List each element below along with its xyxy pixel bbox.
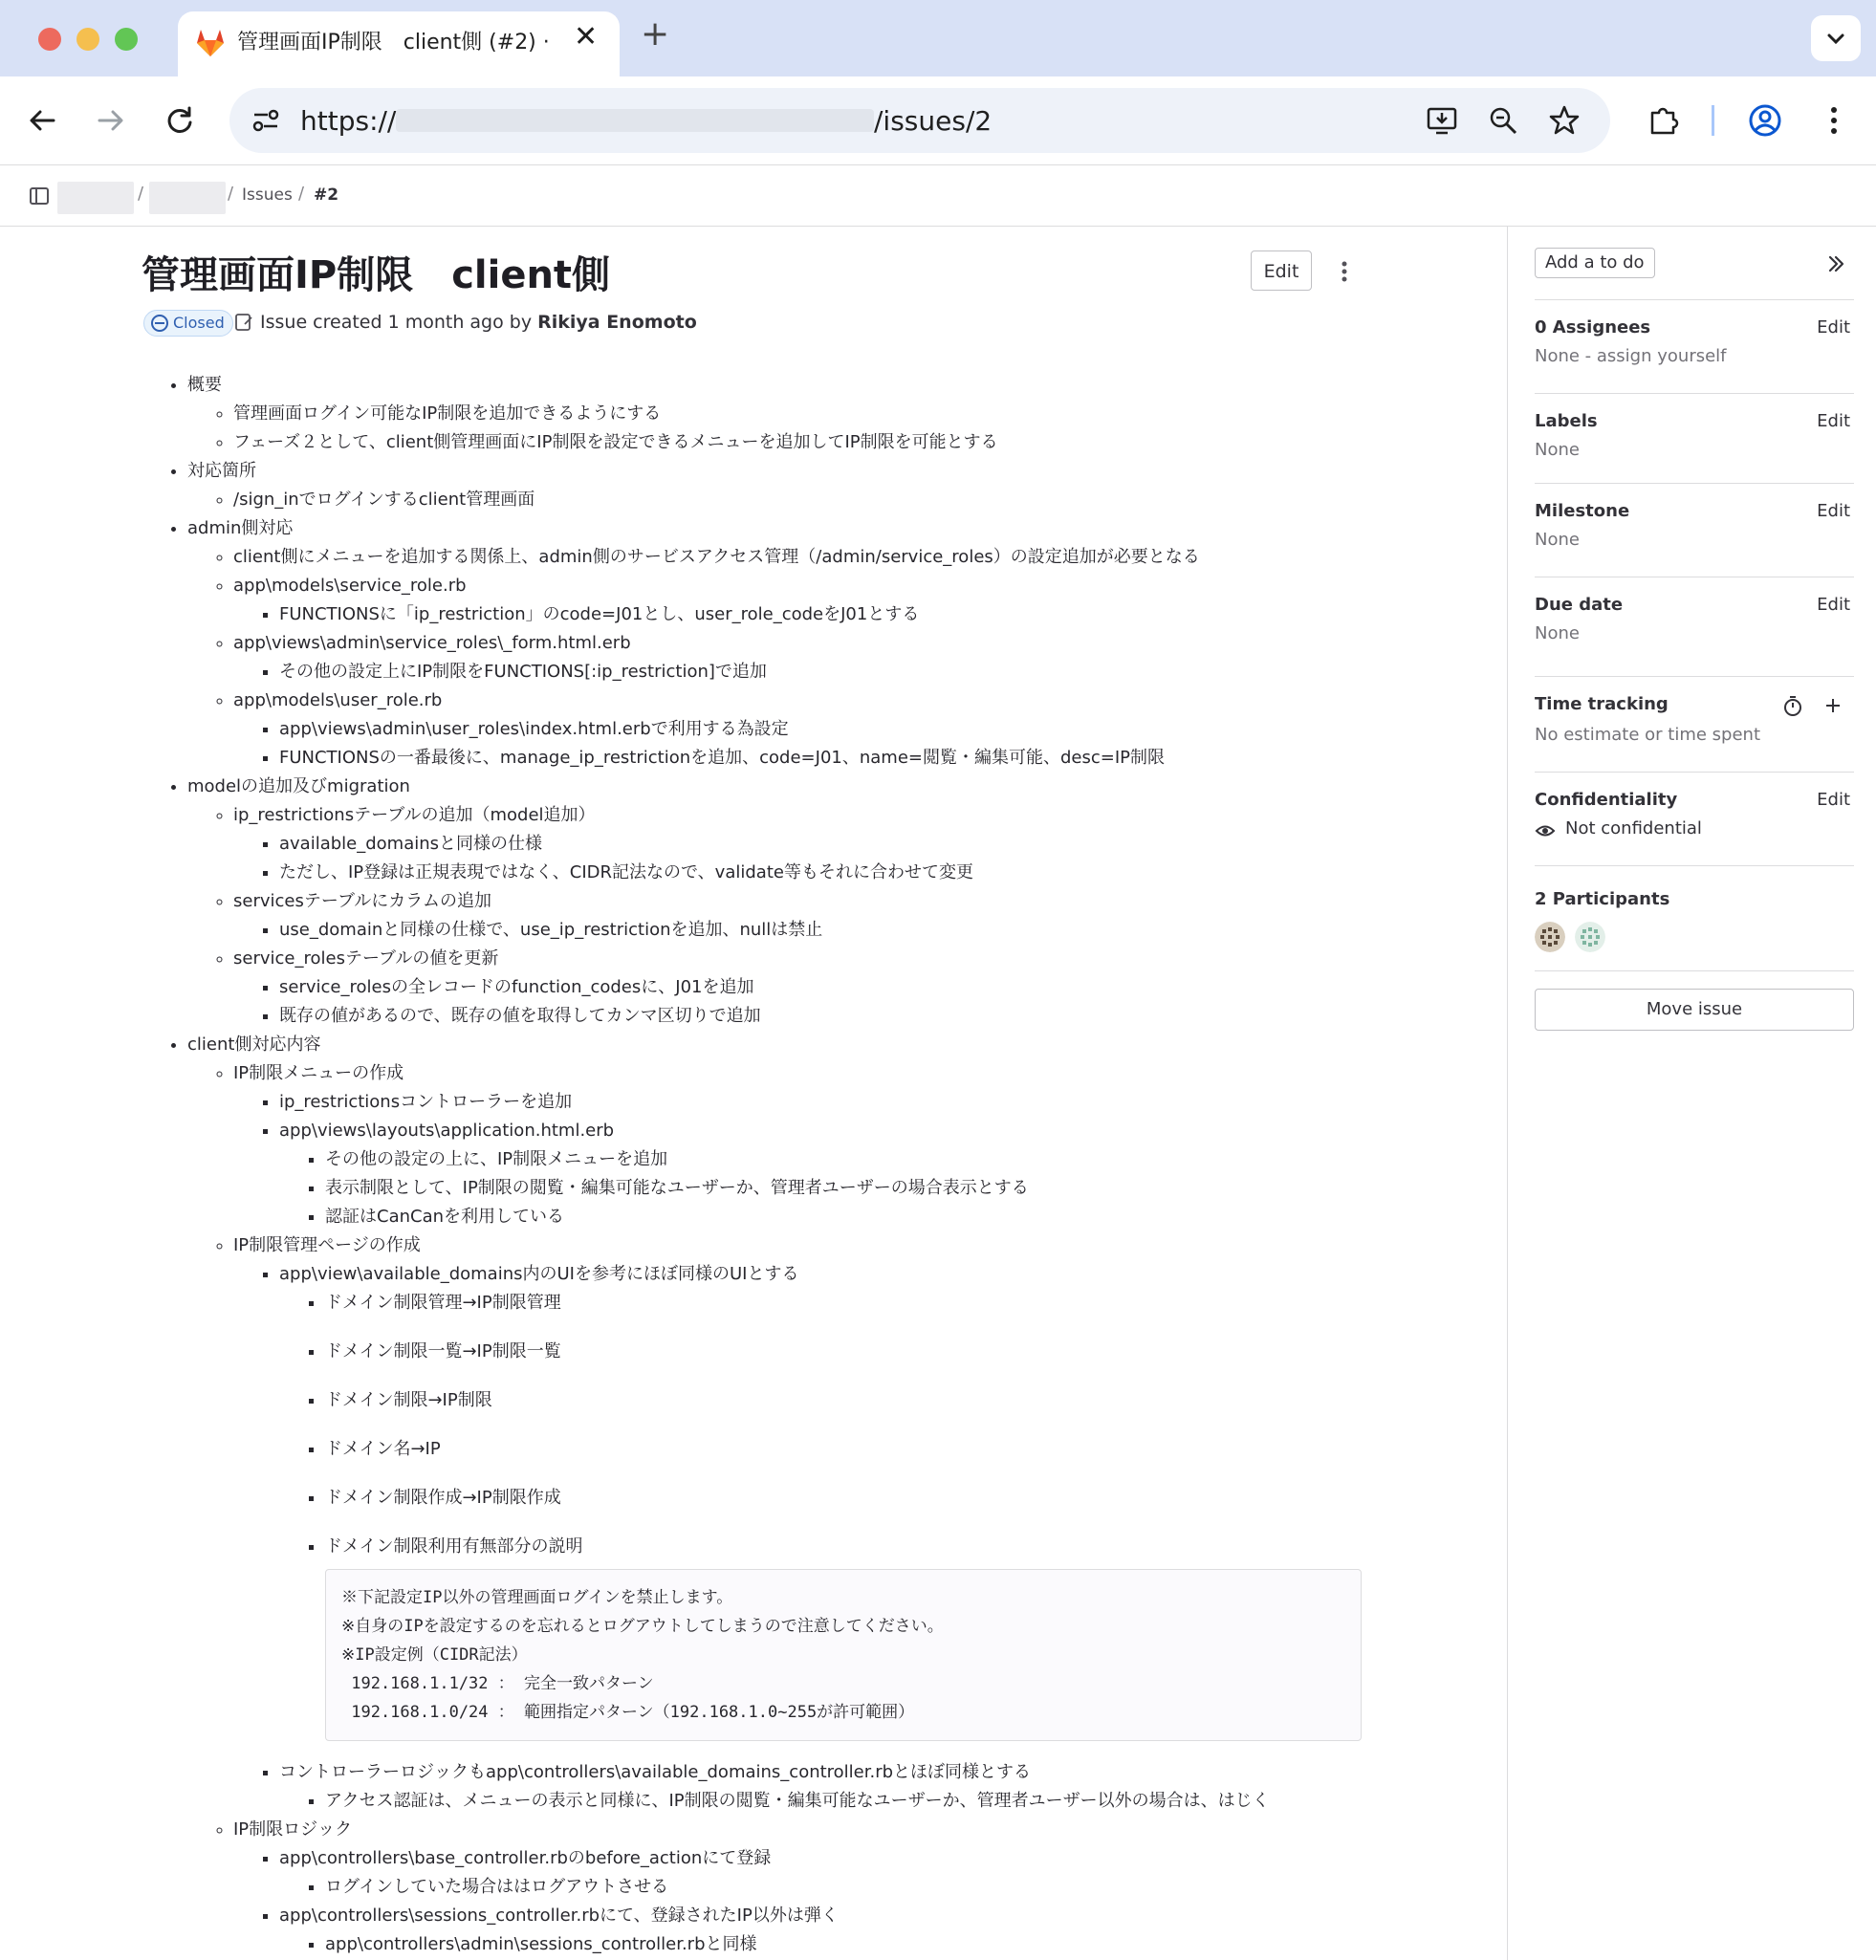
list-item: ▪ use_domainと同様の仕様で、use_ip_restrictionを追加、nullは禁止 xyxy=(279,916,1375,945)
breadcrumb-separator: / xyxy=(138,184,144,204)
list-item: • modelの追加及びmigration ◦ ip_restrictionsテーブルの追加（model追加） ▪ available_domainsと同様の仕様 ▪ ただし、IP登録は正規表現ではなく、CIDR記法なので、validate等もそれに合わせて変更 ◦ servicesテーブルにカラムの追加 ▪ use_domainと同様の仕様で、use_ip_restrictionを追加、nullは禁止 ◦ service_rolesテーブルの値を更新 ▪ service_rolesの全レコードのfunction_codesに、J01を追加 ▪ 既存の値があるので、既存の値を取得してカンマ区切りで追加 xyxy=(187,773,1375,1031)
browser-tab[interactable] xyxy=(178,11,620,76)
zoom-icon[interactable] xyxy=(1486,103,1520,138)
window-minimize-control[interactable] xyxy=(76,28,99,51)
issue-description xyxy=(142,371,1375,1959)
milestone-value: None xyxy=(1535,530,1580,550)
issue-sidebar xyxy=(1507,227,1876,1960)
milestone-edit-button[interactable]: Edit xyxy=(1817,501,1850,521)
list-item: ◦ service_rolesテーブルの値を更新 ▪ service_rolesの全レコードのfunction_codesに、J01を追加 ▪ 既存の値があるので、既存の値を取得してカンマ区切りで追加 xyxy=(233,945,1375,1031)
labels-title: Labels xyxy=(1535,411,1598,431)
list-item: ▪ app\views\admin\user_roles\index.html.erbで利用する為設定 xyxy=(279,715,1375,744)
tab-title: 管理画面IP制限 client側 (#2) · xyxy=(237,31,550,54)
list-item: ▪ その他の設定の上に、IP制限メニューを追加 xyxy=(325,1145,1375,1174)
address-bar[interactable] xyxy=(229,88,1610,153)
list-item: ▪ その他の設定上にIP制限をFUNCTIONS[:ip_restriction]で追加 xyxy=(279,658,1375,686)
labels-edit-button[interactable]: Edit xyxy=(1817,411,1850,431)
list-item: ▪ ドメイン制限利用有無部分の説明 ※下記設定IP以外の管理画面ログインを禁止します。 ※自身のIPを設定するのを忘れるとログアウトしてしまうので注意してください。 ※IP設定例（CIDR記法） 192.168.1.1/32 ： 完全一致パターン 192.168.1.0/24 ： 範囲指定パターン（192.168.1.0~255が許可範囲） xyxy=(325,1533,1375,1741)
list-item: ▪ app\controllers\sessions_controller.rbにて、登録されたIP以外は弾く ▪ app\controllers\admin\sessions_controller.rbと同様 xyxy=(279,1902,1375,1959)
confidentiality-value: Not confidential xyxy=(1565,818,1702,838)
confidentiality-title: Confidentiality xyxy=(1535,790,1678,810)
browser-tab-bar xyxy=(0,0,1876,76)
profile-icon[interactable] xyxy=(1746,101,1784,140)
list-item: ▪ 表示制限として、IP制限の閲覧・編集可能なユーザーか、管理者ユーザーの場合表示とする xyxy=(325,1174,1375,1203)
issue-type-icon xyxy=(233,312,254,333)
avatar[interactable] xyxy=(1535,922,1565,952)
more-actions-icon[interactable] xyxy=(1331,256,1358,287)
status-badge xyxy=(143,310,233,337)
install-app-icon[interactable] xyxy=(1425,103,1459,138)
add-time-icon[interactable] xyxy=(1821,694,1844,717)
list-item: ▪ ただし、IP登録は正規表現ではなく、CIDR記法なので、validate等もそれに合わせて変更 xyxy=(279,859,1375,887)
assignees-edit-button[interactable]: Edit xyxy=(1817,317,1850,338)
confidentiality-edit-button[interactable]: Edit xyxy=(1817,790,1850,810)
breadcrumb-separator: / xyxy=(228,184,234,204)
site-settings-icon[interactable] xyxy=(249,103,283,138)
list-item: ▪ ドメイン制限一覧→IP制限一覧 xyxy=(325,1338,1375,1366)
list-item: ▪ app\controllers\base_controller.rbのbefore_actionにて登録 ▪ ログインしていた場合ははログアウトさせる xyxy=(279,1844,1375,1902)
meta-text: Issue created 1 month ago by xyxy=(260,312,533,333)
list-item: ▪ app\views\layouts\application.html.erb ▪ その他の設定の上に、IP制限メニューを追加 ▪ 表示制限として、IP制限の閲覧・編集可能なユーザーか、管理者ユーザーの場合表示とする ▪ 認証はCanCanを利用している xyxy=(279,1117,1375,1231)
breadcrumb xyxy=(0,164,1876,227)
list-item: ◦ ip_restrictionsテーブルの追加（model追加） ▪ available_domainsと同様の仕様 ▪ ただし、IP登録は正規表現ではなく、CIDR記法なので、validate等もそれに合わせて変更 xyxy=(233,801,1375,887)
list-item: ◦ app\models\user_role.rb ▪ app\views\admin\user_roles\index.html.erbで利用する為設定 ▪ FUNCTIONSの一番最後に、manage_ip_restrictionを追加、code=J01、name=閲覧・編集可能、desc=IP制限 xyxy=(233,686,1375,773)
list-item: ◦ servicesテーブルにカラムの追加 ▪ use_domainと同様の仕様で、use_ip_restrictionを追加、nullは禁止 xyxy=(233,887,1375,945)
breadcrumb-project-redacted[interactable] xyxy=(149,182,226,214)
list-item: ◦ IP制限ロジック ▪ app\controllers\base_controller.rbのbefore_actionにて登録 ▪ ログインしていた場合ははログアウトさせる ▪ app\controllers\sessions_controller.rbにて、登録されたIP以外は弾く ▪ app\controllers\admin\sessions_controller.rbと同様 xyxy=(233,1816,1375,1959)
list-item: • client側対応内容 ◦ IP制限メニューの作成 ▪ ip_restrictionsコントローラーを追加 ▪ app\views\layouts\application.html.erb ▪ その他の設定の上に、IP制限メニューを追加 ▪ 表示制限として、IP制限の閲覧・編集可能なユーザーか、管理者ユーザーの場合表示とする ▪ 認証はCanCanを利用している ◦ IP制限管理ページの作成 ▪ app\view\available_domains内のUIを参考にほぼ同様のUIとする ▪ ドメイン制限管理→IP制限管理 ▪ ドメイン制限一覧→IP制限一覧 ▪ ドメイン制限→IP制限 ▪ ドメイン名→IP ▪ ドメイン制限作成→IP制限作成 ▪ ドメイン制限利用有無部分の説明 ※下記設定IP以外の管理画面ログインを禁止します。 ※自身のIPを設定するのを忘れるとログアウトしてしまうので注意してください。 ※IP設定例（CIDR記法） 192.168.1.1/32 ： 完全一致パターン 192.168.1.0/24 ： 範囲指定パターン（192.168.1.0~255が許可範囲） ▪ コントローラーロジックもapp\controllers\available_domains_controller.rbとほぼ同様とする ▪ アクセス認証は、メニューの表示と同様に、IP制限の閲覧・編集可能なユーザーか、管理者ユーザー以外の場合は、はじく ◦ IP制限ロジック ▪ app\controllers\base_controller.rbのbefore_actionにて登録 ▪ ログインしていた場合ははログアウトさせる ▪ app\controllers\sessions_controller.rbにて、登録されたIP以外は弾く ▪ app\controllers\admin\sessions_controller.rbと同様 xyxy=(187,1031,1375,1959)
window-close-control[interactable] xyxy=(38,28,61,51)
bookmark-star-icon[interactable] xyxy=(1547,103,1582,138)
list-item: • 対応箇所 ◦ /sign_inでログインするclient管理画面 xyxy=(187,457,1375,514)
browser-menu-icon[interactable] xyxy=(1815,101,1853,140)
breadcrumb-current: #2 xyxy=(314,185,339,205)
new-tab-icon[interactable]: + xyxy=(641,14,670,54)
list-item: ▪ ドメイン制限作成→IP制限作成 xyxy=(325,1484,1375,1513)
due-date-edit-button[interactable]: Edit xyxy=(1817,595,1850,615)
list-item: ▪ アクセス認証は、メニューの表示と同様に、IP制限の閲覧・編集可能なユーザーか、管理者ユーザー以外の場合は、はじく xyxy=(325,1787,1375,1816)
milestone-title: Milestone xyxy=(1535,501,1630,521)
url-prefix: https:// xyxy=(300,105,397,137)
list-item: ▪ ドメイン名→IP xyxy=(325,1435,1375,1464)
list-item: ▪ ドメイン制限管理→IP制限管理 xyxy=(325,1289,1375,1318)
issue-meta xyxy=(233,312,697,333)
list-item: ▪ available_domainsと同様の仕様 xyxy=(279,830,1375,859)
list-item: • admin側対応 ◦ client側にメニューを追加する関係上、admin側のサービスアクセス管理（/admin/service_roles）の設定追加が必要となる ◦ app\models\service_role.rb ▪ FUNCTIONSに「ip_restriction」のcode=J01とし、user_role_codeをJ01とする ◦ app\views\admin\service_roles\_form.html.erb ▪ その他の設定上にIP制限をFUNCTIONS[:ip_restriction]で追加 ◦ app\models\user_role.rb ▪ app\views\admin\user_roles\index.html.erbで利用する為設定 ▪ FUNCTIONSの一番最後に、manage_ip_restrictionを追加、code=J01、name=閲覧・編集可能、desc=IP制限 xyxy=(187,514,1375,773)
list-item: ▪ コントローラーロジックもapp\controllers\available_domains_controller.rbとほぼ同様とする ▪ アクセス認証は、メニューの表示と同様に、IP制限の閲覧・編集可能なユーザーか、管理者ユーザー以外の場合は、はじく xyxy=(279,1758,1375,1816)
tab-search-button[interactable] xyxy=(1811,15,1861,61)
time-tracking-section xyxy=(1535,676,1854,773)
code-block: ※下記設定IP以外の管理画面ログインを禁止します。 ※自身のIPを設定するのを忘れるとログアウトしてしまうので注意してください。 ※IP設定例（CIDR記法） 192.168.1.1/32 ： 完全一致パターン 192.168.1.0/24 ： 範囲指定パターン（192.168.1.0~255が許可範囲） xyxy=(325,1569,1362,1741)
eye-icon xyxy=(1535,820,1556,841)
status-label: Closed xyxy=(173,314,225,332)
confidentiality-section xyxy=(1535,772,1854,868)
assignees-title: 0 Assignees xyxy=(1535,317,1651,338)
list-item: ◦ IP制限メニューの作成 ▪ ip_restrictionsコントローラーを追加 ▪ app\views\layouts\application.html.erb ▪ その他の設定の上に、IP制限メニューを追加 ▪ 表示制限として、IP制限の閲覧・編集可能なユーザーか、管理者ユーザーの場合表示とする ▪ 認証はCanCanを利用している xyxy=(233,1059,1375,1231)
list-item: ◦ 管理画面ログイン可能なIP制限を追加できるようにする xyxy=(233,400,1375,428)
list-item: ▪ 既存の値があるので、既存の値を取得してカンマ区切りで追加 xyxy=(279,1002,1375,1031)
sidebar-toggle-icon[interactable] xyxy=(29,185,50,207)
labels-section xyxy=(1535,393,1854,484)
list-item: ◦ IP制限管理ページの作成 ▪ app\view\available_domains内のUIを参考にほぼ同様のUIとする ▪ ドメイン制限管理→IP制限管理 ▪ ドメイン制限一覧→IP制限一覧 ▪ ドメイン制限→IP制限 ▪ ドメイン名→IP ▪ ドメイン制限作成→IP制限作成 ▪ ドメイン制限利用有無部分の説明 ※下記設定IP以外の管理画面ログインを禁止します。 ※自身のIPを設定するのを忘れるとログアウトしてしまうので注意してください。 ※IP設定例（CIDR記法） 192.168.1.1/32 ： 完全一致パターン 192.168.1.0/24 ： 範囲指定パターン（192.168.1.0~255が許可範囲） ▪ コントローラーロジックもapp\controllers\available_domains_controller.rbとほぼ同様とする ▪ アクセス認証は、メニューの表示と同様に、IP制限の閲覧・編集可能なユーザーか、管理者ユーザー以外の場合は、はじく xyxy=(233,1231,1375,1816)
breadcrumb-issues-link[interactable]: Issues xyxy=(242,185,293,205)
list-item: ◦ client側にメニューを追加する関係上、admin側のサービスアクセス管理（/admin/service_roles）の設定追加が必要となる xyxy=(233,543,1375,572)
add-todo-button[interactable]: Add a to do xyxy=(1535,248,1655,278)
back-arrow-icon[interactable] xyxy=(23,101,61,140)
time-tracking-value: No estimate or time spent xyxy=(1535,725,1760,745)
time-tracking-title: Time tracking xyxy=(1535,694,1669,714)
list-item: ▪ ドメイン制限→IP制限 xyxy=(325,1386,1375,1415)
chevron-down-icon xyxy=(1811,15,1861,61)
assignees-value[interactable]: None - assign yourself xyxy=(1535,346,1727,366)
forward-arrow-icon[interactable] xyxy=(92,101,130,140)
list-item: ▪ ip_restrictionsコントローラーを追加 xyxy=(279,1088,1375,1117)
assignees-section xyxy=(1535,299,1854,392)
list-item: ◦ フェーズ２として、client側管理画面にIP制限を設定できるメニューを追加してIP制限を可能とする xyxy=(233,428,1375,457)
closed-icon xyxy=(150,314,169,333)
list-item: ◦ app\models\service_role.rb ▪ FUNCTIONSに「ip_restriction」のcode=J01とし、user_role_codeをJ01とする xyxy=(233,572,1375,629)
list-item: ▪ app\controllers\admin\sessions_controller.rbと同様 xyxy=(325,1930,1375,1959)
window-zoom-control[interactable] xyxy=(115,28,138,51)
list-item: ▪ ログインしていた場合ははログアウトさせる xyxy=(325,1873,1375,1902)
list-item: • 概要 ◦ 管理画面ログイン可能なIP制限を追加できるようにする ◦ フェーズ２として、client側管理画面にIP制限を設定できるメニューを追加してIP制限を可能とする xyxy=(187,371,1375,457)
author-link[interactable]: Rikiya Enomoto xyxy=(537,312,697,333)
extensions-icon[interactable] xyxy=(1645,101,1683,140)
move-issue-button[interactable]: Move issue xyxy=(1535,989,1854,1031)
due-date-title: Due date xyxy=(1535,595,1624,615)
list-item: ▪ 認証はCanCanを利用している xyxy=(325,1203,1375,1231)
breadcrumb-separator: / xyxy=(298,184,305,204)
milestone-section xyxy=(1535,483,1854,577)
page-title: 管理画面IP制限 client側 xyxy=(142,253,611,297)
url-redacted xyxy=(396,109,874,132)
browser-toolbar xyxy=(0,76,1876,165)
toolbar-divider xyxy=(1712,105,1714,136)
url-suffix: /issues/2 xyxy=(874,105,993,137)
participants-section xyxy=(1535,865,1854,971)
divider xyxy=(1535,970,1854,971)
due-date-section xyxy=(1535,577,1854,673)
participants-title: 2 Participants xyxy=(1535,889,1670,909)
collapse-sidebar-icon[interactable] xyxy=(1823,251,1848,276)
stopwatch-icon[interactable] xyxy=(1781,694,1804,717)
reload-icon[interactable] xyxy=(161,101,199,140)
due-date-value: None xyxy=(1535,623,1580,643)
avatar[interactable] xyxy=(1575,922,1605,952)
list-item: ▪ FUNCTIONSの一番最後に、manage_ip_restrictionを追加、code=J01、name=閲覧・編集可能、desc=IP制限 xyxy=(279,744,1375,773)
close-tab-icon[interactable]: ✕ xyxy=(574,20,599,54)
list-item: ▪ FUNCTIONSに「ip_restriction」のcode=J01とし、user_role_codeをJ01とする xyxy=(279,600,1375,629)
list-item: ▪ service_rolesの全レコードのfunction_codesに、J01を追加 xyxy=(279,973,1375,1002)
edit-button[interactable]: Edit xyxy=(1251,250,1312,291)
labels-value: None xyxy=(1535,440,1580,460)
list-item: ◦ /sign_inでログインするclient管理画面 xyxy=(233,486,1375,514)
gitlab-favicon-icon xyxy=(193,25,228,59)
breadcrumb-group-redacted[interactable] xyxy=(57,182,134,214)
list-item: ◦ app\views\admin\service_roles\_form.html.erb ▪ その他の設定上にIP制限をFUNCTIONS[:ip_restriction]で追加 xyxy=(233,629,1375,686)
list-item: ▪ app\view\available_domains内のUIを参考にほぼ同様のUIとする ▪ ドメイン制限管理→IP制限管理 ▪ ドメイン制限一覧→IP制限一覧 ▪ ドメイン制限→IP制限 ▪ ドメイン名→IP ▪ ドメイン制限作成→IP制限作成 ▪ ドメイン制限利用有無部分の説明 ※下記設定IP以外の管理画面ログインを禁止します。 ※自身のIPを設定するのを忘れるとログアウトしてしまうので注意してください。 ※IP設定例（CIDR記法） 192.168.1.1/32 ： 完全一致パターン 192.168.1.0/24 ： 範囲指定パターン（192.168.1.0~255が許可範囲） xyxy=(279,1260,1375,1741)
